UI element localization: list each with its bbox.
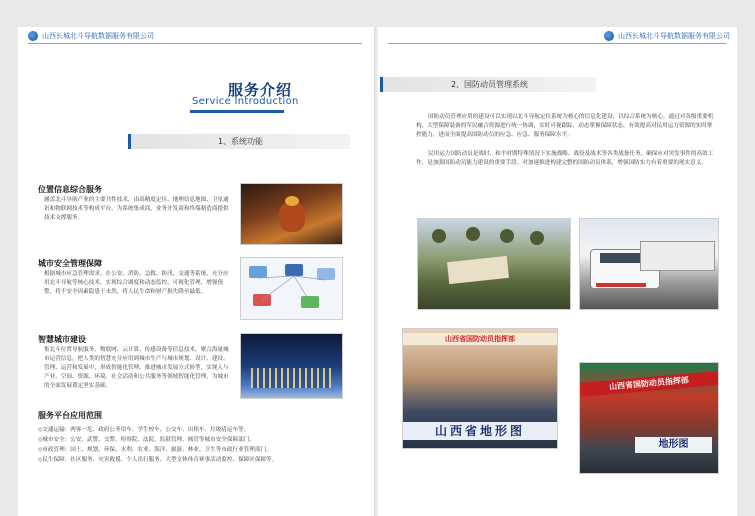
body-paragraph: 民用运力国防动员是战时、和平时期特殊情况下实施战略、战役及战术等各类战备任务，确保应对突发事件的高效工作，是加强国防动员能力建设的重要手段。对加速推进构建完整的国防动员体系，增强国防实力有着重要的现实意义。 [416, 151, 714, 166]
body-paragraph: 国防动员管理应用的建设可以实现以北斗导航定位系统为核心的信息化建设，以综合系统为核心，通过对各级重要机构、大型保障装备的军民融合资源进行统一协调，实时可视跟踪、动态掌握保障状态，有效提高对民用运力资源的实时掌控能力，进而全面提高国防动员的应急、应急、服务保障水平。 [416, 114, 714, 138]
section-label: 2、国防动员管理系统 [450, 80, 529, 89]
command-vehicles-photo [579, 218, 719, 310]
company-logo-icon [28, 31, 38, 41]
list-item: ◇交通运输：两客一危、政府公务用车、学生校车、公交车、出租车、垃圾清运车等。 [38, 427, 250, 433]
network-lines-icon [241, 258, 343, 320]
map-label: 地形图 [635, 437, 712, 453]
platform-heading: 服务平台应用范围 [38, 411, 102, 420]
page-title-cn: 服务介绍 [228, 81, 293, 99]
section-bar-defense [380, 77, 596, 92]
sign-text: 山西省国防动员指挥部 [403, 333, 557, 345]
list-item: ◇市政管理：国土、规划、环保、水利、农业、海洋、旅游、林业、卫生等市政行业管理部门。 [38, 447, 272, 453]
command-hall-photo [402, 328, 558, 449]
command-room-photo [579, 362, 719, 474]
tunnel-worker-photo [240, 183, 343, 245]
header-left [28, 29, 154, 43]
block-heading: 智慧城市建设 [38, 335, 86, 344]
header-divider-left [28, 43, 362, 44]
block-heading: 城市安全管理保障 [38, 259, 102, 268]
banner-text: 山西省地形图 [403, 422, 557, 440]
block-text: 根据城市应急管理需求，在公安、消防、急救、防汛、交通等系统，充分应用北斗导航等核心技术，实现综合调度和动态监控，可视化管理，增强预警，将不安全因素隐患于未然，将人民生命和财产损失降至最低。 [44, 271, 229, 295]
block-heading: 位置信息综合服务 [38, 185, 102, 194]
header-left-company: 山西长城北斗导航数据服务有限公司 [42, 32, 154, 40]
banner-text: 山西省国防动员指挥部 [580, 371, 719, 397]
city-safety-diagram [240, 257, 343, 320]
list-item: ◇民生保障：社区服务、灾害救援、个人出行服务、大型文体体育赛事活动监控、保障区保障等。 [38, 457, 278, 463]
list-item: ◇城市安全：公安、武警、交警、检察院、法院、监狱管理、城管等城市安全保障部门。 [38, 437, 255, 443]
company-logo-icon [604, 31, 614, 41]
section-label: 1、系统功能 [217, 137, 264, 146]
block-text: 集北斗位置导航服务、物联网、云计算、传感设备等信息技术，聚合海量城市运营信息，把人类的智慧充分应用到城市生产与城市规划、设计、建设、管理、运营和发展中，形成智能化管理，推进城市发展方式转型，实现人与产业、空间、资源、环境、社会活动和公共服务等领域智能化管理，为城市的全面发展奠定坚实基础。 [44, 347, 229, 389]
header-right-company: 山西长城北斗导航数据服务有限公司 [618, 32, 730, 40]
platform-list [38, 425, 358, 465]
block-text: 涵盖北斗导航产业的主要共性技术，由高精度定位、地理信息地图、卫星通讯和物联网技术等构成平台，为系统集成商、业务开发商和终端制造商提供技术支撑服务。 [44, 197, 229, 221]
soldiers-map-photo [417, 218, 571, 310]
header-right [604, 29, 730, 43]
page-title-en: Service Introduction [192, 96, 299, 107]
smart-city-night-photo [240, 333, 343, 399]
title-underline [190, 110, 284, 113]
section-bar-system-functions [128, 134, 350, 149]
header-divider-right [388, 43, 726, 44]
